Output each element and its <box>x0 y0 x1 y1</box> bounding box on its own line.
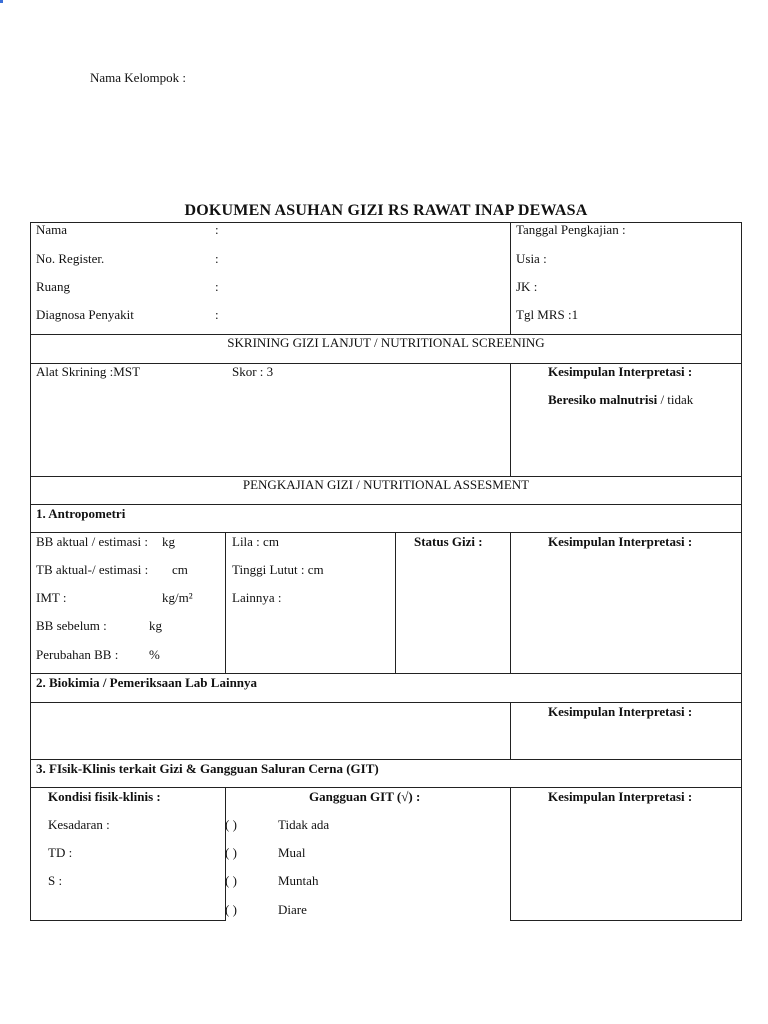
nutrition-form <box>30 222 742 921</box>
checkbox-muntah[interactable]: ( ) <box>225 873 237 888</box>
git-option-diare: Diare <box>278 902 307 917</box>
anthropometry-conclusion-label: Kesimpulan Interpretasi : <box>548 534 693 549</box>
checkbox-diare[interactable]: ( ) <box>225 902 237 917</box>
unit-imt: kg/m² <box>162 590 193 605</box>
label-tinggi-lutut: Tinggi Lutut : cm <box>232 562 324 577</box>
form-border-bottom-left <box>30 920 225 921</box>
screening-heading: SKRINING GIZI LANJUT / NUTRITIONAL SCREENING <box>227 335 545 350</box>
label-bb-sebelum: BB sebelum : <box>36 618 107 633</box>
checkbox-mual[interactable]: ( ) <box>225 845 237 860</box>
label-imt: IMT : <box>36 590 67 605</box>
gangguan-git-label: Gangguan GIT (√) : <box>309 789 421 804</box>
colon-diagnosa-penyakit: : <box>215 307 219 322</box>
form-border-left <box>30 222 31 921</box>
form-border-right <box>741 222 742 921</box>
label-lila: Lila : cm <box>232 534 279 549</box>
label-ruang: Ruang <box>36 279 70 294</box>
colon-nama: : <box>215 222 219 237</box>
screening-conclusion-label: Kesimpulan Interpretasi : <box>548 364 693 379</box>
label-kesadaran: Kesadaran : <box>48 817 110 832</box>
label-tanggal-pengkajian: Tanggal Pengkajian : <box>516 222 626 237</box>
colon-ruang: : <box>215 279 219 294</box>
nama-kelompok-label: Nama Kelompok : <box>90 70 187 85</box>
status-gizi-label: Status Gizi : <box>414 534 483 549</box>
biochemistry-heading: 2. Biokimia / Pemeriksaan Lab Lainnya <box>36 675 258 690</box>
assessment-heading: PENGKAJIAN GIZI / NUTRITIONAL ASSESMENT <box>242 477 530 492</box>
label-tgl-mrs: Tgl MRS :1 <box>516 307 579 322</box>
kondisi-fisik-label: Kondisi fisik-klinis : <box>48 789 161 804</box>
clinical-heading: 3. FIsik-Klinis terkait Gizi & Gangguan Saluran Cerna (GIT) <box>36 761 379 776</box>
label-suhu: S : <box>48 873 63 888</box>
label-perubahan-bb: Perubahan BB : <box>36 647 119 662</box>
screening-tool: Alat Skrining :MST <box>36 364 141 379</box>
git-option-muntah: Muntah <box>278 873 319 888</box>
anthropometry-heading: 1. Antropometri <box>36 506 126 521</box>
label-bb-aktual: BB aktual / estimasi : <box>36 534 148 549</box>
label-nama: Nama <box>36 222 68 237</box>
label-no-register: No. Register. <box>36 251 105 266</box>
document-title: DOKUMEN ASUHAN GIZI RS RAWAT INAP DEWASA <box>184 202 588 219</box>
clinical-conclusion-label: Kesimpulan Interpretasi : <box>548 789 693 804</box>
label-jk: JK : <box>516 279 538 294</box>
unit-tb-aktual: cm <box>172 562 188 577</box>
screening-score: Skor : 3 <box>232 364 274 379</box>
git-option-tidak-ada: Tidak ada <box>278 817 330 832</box>
unit-perubahan-bb: % <box>149 647 160 662</box>
screening-conclusion-rest: / tidak <box>657 392 694 407</box>
biochemistry-conclusion-label: Kesimpulan Interpretasi : <box>548 704 693 719</box>
label-td: TD : <box>48 845 73 860</box>
form-border-top <box>30 222 742 223</box>
unit-bb-aktual: kg <box>162 534 175 549</box>
unit-bb-sebelum: kg <box>149 618 162 633</box>
checkbox-tidak-ada[interactable]: ( ) <box>225 817 237 832</box>
screening-conclusion-value <box>548 392 693 408</box>
label-lainnya: Lainnya : <box>232 590 282 605</box>
label-usia: Usia : <box>516 251 547 266</box>
colon-no-register: : <box>215 251 219 266</box>
label-diagnosa-penyakit: Diagnosa Penyakit <box>36 307 134 322</box>
form-border-bottom-right <box>510 920 742 921</box>
label-tb-aktual: TB aktual-/ estimasi : <box>36 562 149 577</box>
screening-conclusion-bold: Beresiko malnutrisi <box>548 392 658 407</box>
page-corner-mark <box>0 0 3 3</box>
git-option-mual: Mual <box>278 845 306 860</box>
